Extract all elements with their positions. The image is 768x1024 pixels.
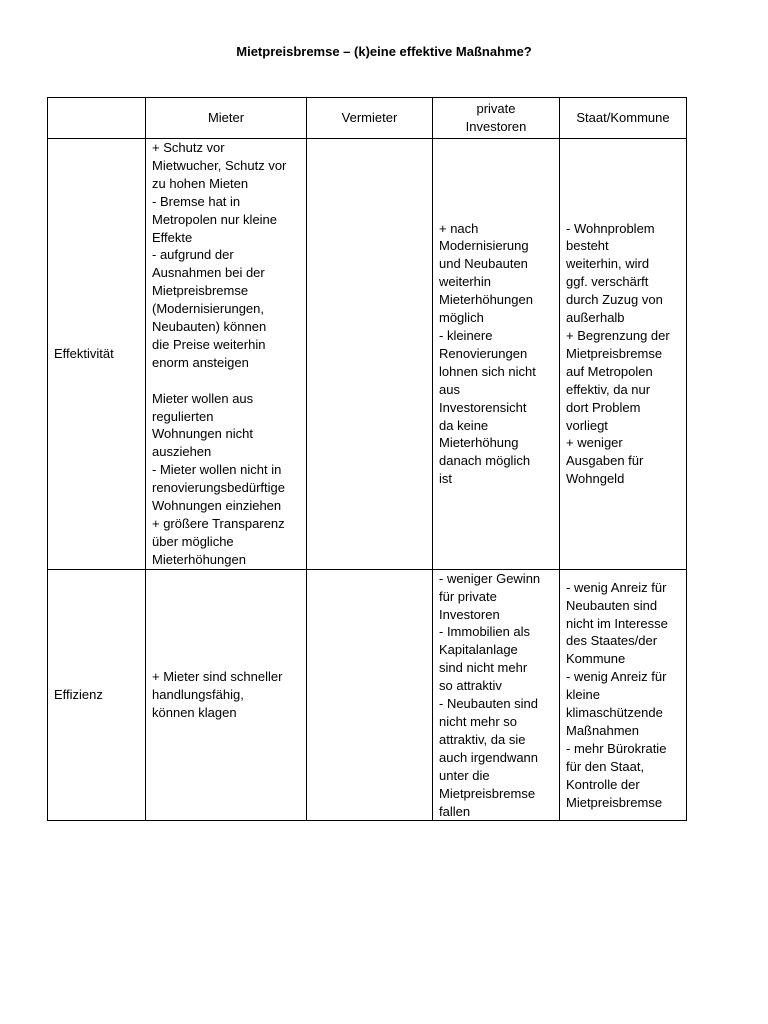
cell-line: zu hohen Mieten [152,175,249,191]
cell-line: - Bremse hat in [152,193,241,209]
cell-line: Wohngeld [566,471,625,487]
cell-line: danach möglich [439,453,531,469]
cell-line: Mietwucher, Schutz vor [152,157,287,173]
cell-line: vorliegt [566,417,608,433]
cell-line: auf Metropolen [566,363,653,379]
cell-line: da keine [439,417,489,433]
cell-line: nicht im Interesse [566,615,668,631]
cell-line: renovierungsbedürftige [152,480,285,496]
cell-line: + weniger [566,435,623,451]
cell-line: Mieterhöhungen [439,292,533,308]
cell-effizienz-investoren [433,569,560,821]
cell-effizienz-staat [560,569,687,821]
cell-line: - weniger Gewinn [439,570,541,586]
cell-line: + Schutz vor [152,140,225,155]
cell-line: Modernisierung [439,238,529,254]
row-label-effektivitaet: Effektivität [48,139,146,570]
cell-line: über mögliche [152,533,234,549]
header-row [48,98,687,139]
cell-line: für den Staat, [566,758,645,774]
cell-line: klimaschützende [566,705,663,721]
cell-line: Wohnungen einziehen [152,498,282,514]
cell-line: weiterhin, wird [566,256,650,272]
cell-line: Ausnahmen bei der [152,265,265,281]
cell-line: weiterhin [439,274,492,290]
cell-line: besteht [566,238,609,254]
cell-line: Investorensicht [439,399,527,415]
cell-line: - Wohnproblem [566,220,655,236]
cell-line: Ausgaben für [566,453,644,469]
header-corner-cell [48,98,146,139]
cell-line: Neubauten) können [152,319,267,335]
cell-line: Mieter wollen aus [152,390,254,406]
cell-line: - Neubauten sind [439,696,539,712]
header-staat-kommune: Staat/Kommune [560,98,687,139]
cell-line: - Mieter wollen nicht in [152,462,282,478]
cell-line: aus [439,381,460,397]
comparison-table [47,97,687,821]
cell-line: auch irgendwann [439,749,539,765]
cell-line: kleine [566,687,600,703]
cell-line: Kommune [566,651,626,667]
cell-line: außerhalb [566,310,625,326]
cell-line: Investoren [439,606,500,622]
cell-line: Metropolen nur kleine [152,211,278,227]
cell-line: effektiv, da nur [566,381,651,397]
cell-line: - wenig Anreiz für [566,579,667,595]
cell-effizienz-vermieter [307,569,433,821]
cell-line: möglich [439,310,484,326]
cell-line: regulierten [152,408,214,424]
header-line: Investoren [465,119,527,134]
cell-line: nicht mehr so [439,713,518,729]
cell-effektivitaet-investoren [433,139,560,570]
cell-line: + Begrenzung der [566,328,670,343]
cell-line: dort Problem [566,399,641,415]
header-line: private [476,101,516,117]
cell-line: des Staates/der [566,633,658,649]
cell-line: - mehr Bürokratie [566,740,667,756]
cell-line: Neubauten sind [566,597,658,613]
cell-line: Mieterhöhung [439,435,519,451]
cell-line: - Immobilien als [439,624,531,640]
cell-line: können klagen [152,705,237,721]
cell-line: die Preise weiterhin [152,336,266,352]
cell-line: ist [439,471,452,487]
cell-line: lohnen sich nicht [439,363,536,379]
cell-line: attraktiv, da sie [439,731,526,747]
cell-line: sind nicht mehr [439,660,528,676]
cell-line: Wohnungen nicht [152,426,253,442]
cell-line: - kleinere [439,328,493,343]
cell-effektivitaet-vermieter [307,139,433,570]
cell-effektivitaet-staat [560,139,687,570]
cell-line: - aufgrund der [152,247,234,263]
cell-line: handlungsfähig, [152,687,244,703]
cell-line: und Neubauten [439,256,528,272]
cell-line: enorm ansteigen [152,354,249,370]
table-row-effizienz [48,569,687,821]
cell-line: (Modernisierungen, [152,301,265,317]
row-label-effizienz: Effizienz [48,569,146,821]
cell-line: Mietpreisbremse [152,283,249,299]
header-mieter: Mieter [146,98,307,139]
table-row-effektivitaet [48,139,687,570]
cell-line: Effekte [152,229,193,245]
cell-line: Mietpreisbremse [566,345,663,361]
cell-line: fallen [439,803,471,819]
header-vermieter: Vermieter [307,98,433,139]
cell-line: Kontrolle der [566,776,640,792]
cell-line: ausziehen [152,444,212,460]
cell-line: für private [439,588,497,604]
cell-line: + größere Transparenz [152,516,285,532]
cell-line: Mietpreisbremse [566,794,663,810]
cell-effektivitaet-mieter [146,139,307,570]
cell-effizienz-mieter [146,569,307,821]
cell-line: Maßnahmen [566,722,639,738]
cell-line: + nach [439,220,479,236]
header-private-investoren [433,98,560,139]
page-title: Mietpreisbremse – (k)eine effektive Maßnahme? [236,44,532,59]
cell-line [152,372,300,390]
cell-line: so attraktiv [439,678,502,694]
cell-line: Mietpreisbremse [439,785,536,801]
cell-line: - wenig Anreiz für [566,669,667,685]
cell-line: Kapitalanlage [439,642,518,658]
cell-line: unter die [439,767,490,783]
cell-line: Mieterhöhungen [152,551,246,567]
cell-line: + Mieter sind schneller [152,669,283,685]
cell-line: ggf. verschärft [566,274,649,290]
cell-line: durch Zuzug von [566,292,663,308]
cell-line: Renovierungen [439,345,528,361]
